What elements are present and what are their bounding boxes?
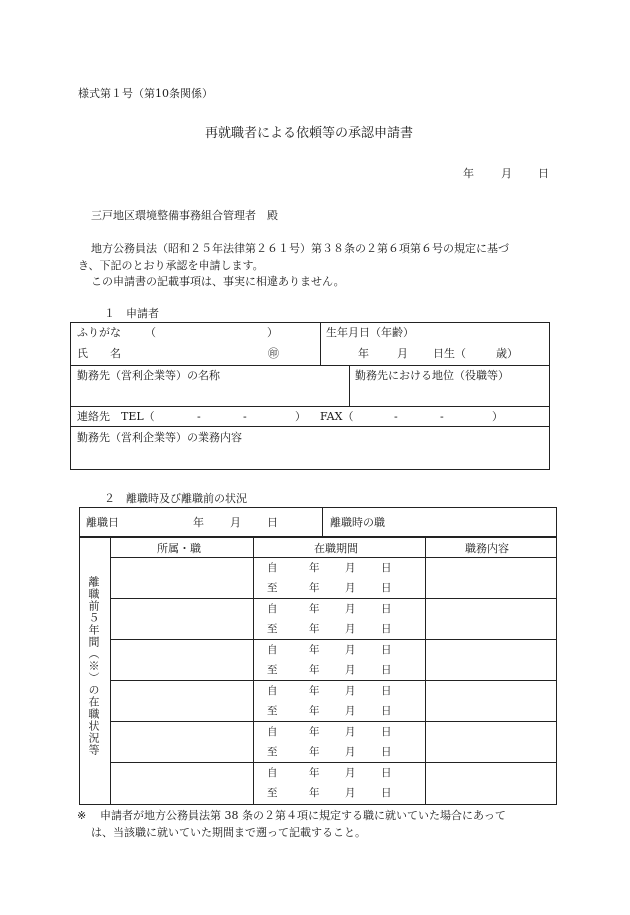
birth-year-label: 年: [358, 347, 369, 360]
retirement-day-label: 日: [267, 516, 278, 529]
fax-label: FAX（: [320, 410, 354, 423]
period-day-label: 日: [381, 746, 392, 758]
retirement-year-label: 年: [193, 516, 204, 529]
period-day-label: 日: [381, 562, 392, 574]
furigana-paren-open: （: [145, 326, 156, 339]
period-day-label: 日: [381, 726, 392, 738]
fax-dash: -: [440, 410, 444, 423]
period-month-label: 月: [345, 582, 356, 594]
employer-position-label: 勤務先における地位（役職等）: [355, 369, 509, 382]
section2-heading: ２ 離職時及び離職前の状況: [104, 492, 247, 505]
period-day-label: 日: [381, 644, 392, 656]
period-month-label: 月: [345, 623, 356, 635]
date-year-label: 年: [463, 167, 474, 180]
period-year-label: 年: [309, 644, 320, 656]
period-year-label: 年: [309, 705, 320, 717]
period-day-label: 日: [381, 623, 392, 635]
period-month-label: 月: [345, 705, 356, 717]
note-line2: は、当該職に就いていた期間まで遡って記載すること。: [91, 826, 366, 839]
document-title: 再就職者による依頼等の承認申請書: [205, 126, 414, 141]
period-from-label: 自: [267, 726, 278, 738]
business-content-label: 勤務先（営利企業等）の業務内容: [77, 431, 242, 444]
birth-age-label: 歳）: [496, 347, 518, 360]
body-text-line3: この申請書の記載事項は、事実に相違ありません。: [91, 275, 345, 288]
tel-paren-close: ）: [295, 410, 306, 423]
period-month-label: 月: [345, 603, 356, 615]
period-to-label: 至: [267, 787, 278, 799]
period-year-label: 年: [309, 562, 320, 574]
body-text-line2: き、下記のとおり承認を申請します。: [78, 259, 264, 272]
period-month-label: 月: [345, 787, 356, 799]
period-year-label: 年: [309, 767, 320, 779]
retirement-post-label: 離職時の職: [330, 516, 385, 529]
seal-mark: ㊞: [268, 347, 279, 360]
contact-label: 連絡先: [77, 410, 110, 423]
period-to-label: 至: [267, 664, 278, 676]
retirement-date-label: 離職日: [86, 516, 119, 529]
applicant-table: [70, 322, 550, 470]
furigana-paren-close: ）: [267, 326, 278, 339]
tel-dash: -: [243, 410, 247, 423]
addressee: 三戸地区環境整備事務組合管理者 殿: [91, 209, 278, 222]
period-day-label: 日: [381, 582, 392, 594]
period-year-label: 年: [309, 623, 320, 635]
period-month-label: 月: [345, 767, 356, 779]
period-to-label: 至: [267, 705, 278, 717]
form-number: 様式第１号（第10条関係）: [78, 87, 213, 100]
period-to-label: 至: [267, 582, 278, 594]
period-day-label: 日: [381, 787, 392, 799]
fax-paren-close: ）: [492, 410, 503, 423]
period-day-label: 日: [381, 767, 392, 779]
date-day-label: 日: [538, 167, 549, 180]
column-header-period: 在職期間: [314, 542, 358, 555]
date-month-label: 月: [501, 167, 512, 180]
employer-name-label: 勤務先（営利企業等）の名称: [77, 369, 220, 382]
note-mark: ※: [77, 809, 87, 822]
period-year-label: 年: [309, 685, 320, 697]
period-month-label: 月: [345, 746, 356, 758]
period-from-label: 自: [267, 685, 278, 697]
period-year-label: 年: [309, 582, 320, 594]
period-from-label: 自: [267, 767, 278, 779]
period-year-label: 年: [309, 603, 320, 615]
birth-day-label: 日生（: [433, 347, 466, 360]
fax-dash: -: [394, 410, 398, 423]
history-side-label: 離職前５年間（※）の在職状況等: [87, 576, 100, 756]
birth-month-label: 月: [397, 347, 408, 360]
section1-heading: １ 申請者: [104, 307, 159, 320]
birth-date-label: 生年月日（年齢）: [326, 326, 414, 339]
period-day-label: 日: [381, 685, 392, 697]
period-from-label: 自: [267, 562, 278, 574]
period-day-label: 日: [381, 603, 392, 615]
column-header-duties: 職務内容: [465, 542, 509, 555]
period-month-label: 月: [345, 664, 356, 676]
period-month-label: 月: [345, 726, 356, 738]
note-line1: 申請者が地方公務員法第 38 条の２第４項に規定する職に就いていた場合にあって: [100, 809, 506, 822]
period-from-label: 自: [267, 603, 278, 615]
period-month-label: 月: [345, 685, 356, 697]
retirement-month-label: 月: [230, 516, 241, 529]
tel-dash: -: [197, 410, 201, 423]
column-header-department: 所属・職: [157, 542, 201, 555]
period-to-label: 至: [267, 746, 278, 758]
retirement-info-table: [79, 507, 557, 537]
period-from-label: 自: [267, 644, 278, 656]
furigana-label: ふりがな: [77, 326, 121, 339]
body-text-line1: 地方公務員法（昭和２５年法律第２６１号）第３８条の２第６項第６号の規定に基づ: [91, 242, 509, 255]
period-year-label: 年: [309, 746, 320, 758]
name-label: 氏 名: [77, 347, 121, 360]
period-month-label: 月: [345, 562, 356, 574]
tel-label: TEL（: [121, 410, 155, 423]
period-year-label: 年: [309, 787, 320, 799]
period-day-label: 日: [381, 705, 392, 717]
period-month-label: 月: [345, 644, 356, 656]
period-day-label: 日: [381, 664, 392, 676]
period-year-label: 年: [309, 664, 320, 676]
period-year-label: 年: [309, 726, 320, 738]
period-to-label: 至: [267, 623, 278, 635]
